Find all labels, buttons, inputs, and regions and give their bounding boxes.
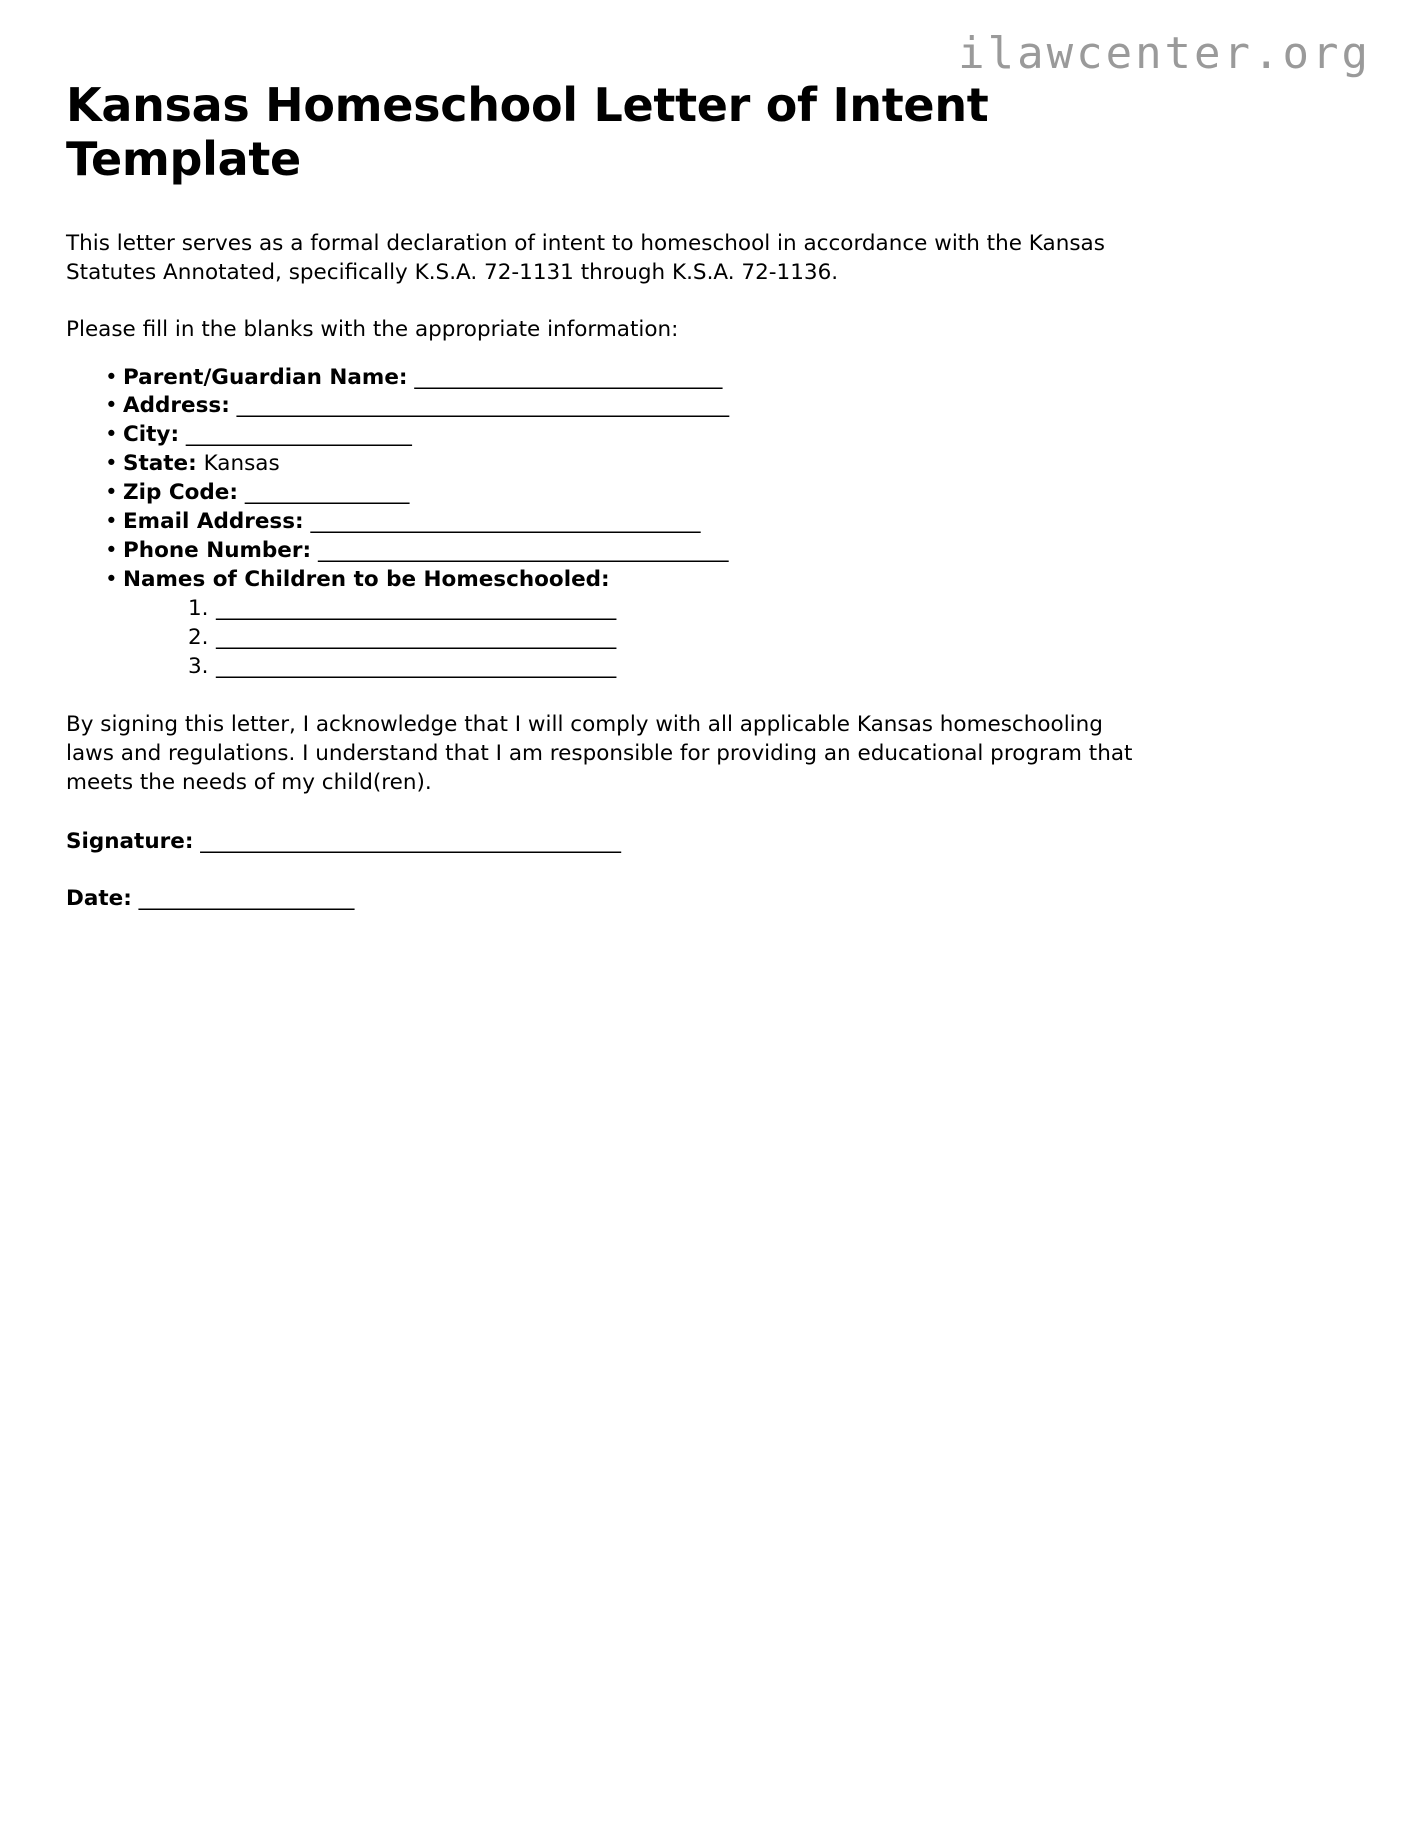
field-label: Email Address: [123,509,304,535]
bullet-icon: • [105,422,118,448]
list-item-children-names-heading [66,566,1186,595]
child-blank-line[interactable]: _______________________________________ [216,595,616,621]
document-content [66,78,1186,913]
spacer-before-acknowledgement [66,682,1186,710]
field-blank-line[interactable]: ______________________________ [414,364,722,390]
list-number: 2. [188,624,209,650]
bullet-icon: • [105,538,118,564]
bullet-icon: • [105,364,118,390]
signature-label: Signature: [66,828,194,854]
date-blank-line[interactable]: _____________________ [138,885,354,911]
site-watermark: ilawcenter.org [958,28,1371,79]
field-label: Names of Children to be Homeschooled: [123,566,610,592]
field-blank-line[interactable]: ______________________________________ [310,509,700,535]
list-item-phone-number [66,537,1186,566]
list-item-state [66,450,1186,479]
field-blank-line[interactable]: ________________________________________________ [236,393,729,419]
date-row [66,884,1186,913]
instruction-paragraph: Please fill in the blanks with the appropriate information: [66,316,679,342]
bullet-icon: • [105,451,118,477]
child-blank-line[interactable]: _______________________________________ [216,653,616,679]
date-label: Date: [66,885,132,911]
bullet-icon: • [105,480,118,506]
fields-list [66,364,1186,595]
field-blank-line[interactable]: ________________ [244,480,409,506]
signature-row [66,827,1186,856]
field-blank-line[interactable]: ______________________ [185,422,412,448]
list-item-child-3 [66,653,1186,682]
list-number: 1. [188,595,209,621]
child-blank-line[interactable]: _______________________________________ [216,624,616,650]
list-item-child-2 [66,624,1186,653]
spacer-after-intro [66,287,1186,315]
list-item-child-1 [66,595,1186,624]
field-label: Parent/Guardian Name: [123,364,408,390]
bullet-icon: • [105,566,118,592]
field-label: Zip Code: [123,480,238,506]
list-item-email-address [66,508,1186,537]
spacer-after-title [66,187,1186,229]
bullet-icon: • [105,509,118,535]
list-item-address [66,392,1186,421]
bullet-icon: • [105,393,118,419]
field-label: State: [123,451,197,477]
list-item-parent-guardian-name [66,364,1186,393]
page-title: Kansas Homeschool Letter of Intent Template [66,78,989,187]
list-item-zip-code [66,479,1186,508]
spacer-before-date [66,856,1186,884]
field-label: Phone Number: [123,538,312,564]
children-names-list [66,595,1186,682]
list-item-city [66,421,1186,450]
spacer-before-signature [66,797,1186,827]
field-blank-line[interactable]: ________________________________________ [317,538,728,564]
field-label: Address: [123,393,230,419]
intro-paragraph: This letter serves as a formal declaration of intent to homeschool in accordance with the Kansas Statutes Annotated, specifically K.S.A. 72-1131 through K.S.A. 72-1136. [66,230,1105,285]
list-number: 3. [188,653,209,679]
spacer-before-fields [66,344,1186,364]
field-label: City: [123,422,180,448]
signature-blank-line[interactable]: _________________________________________ [200,828,621,854]
acknowledgement-paragraph: By signing this letter, I acknowledge that I will comply with all applicable Kansas homeschooling laws and regulations. I understand that I am responsible for providing an educational program that meets the needs of my child(ren). [66,711,1133,795]
field-value: Kansas [203,451,280,477]
